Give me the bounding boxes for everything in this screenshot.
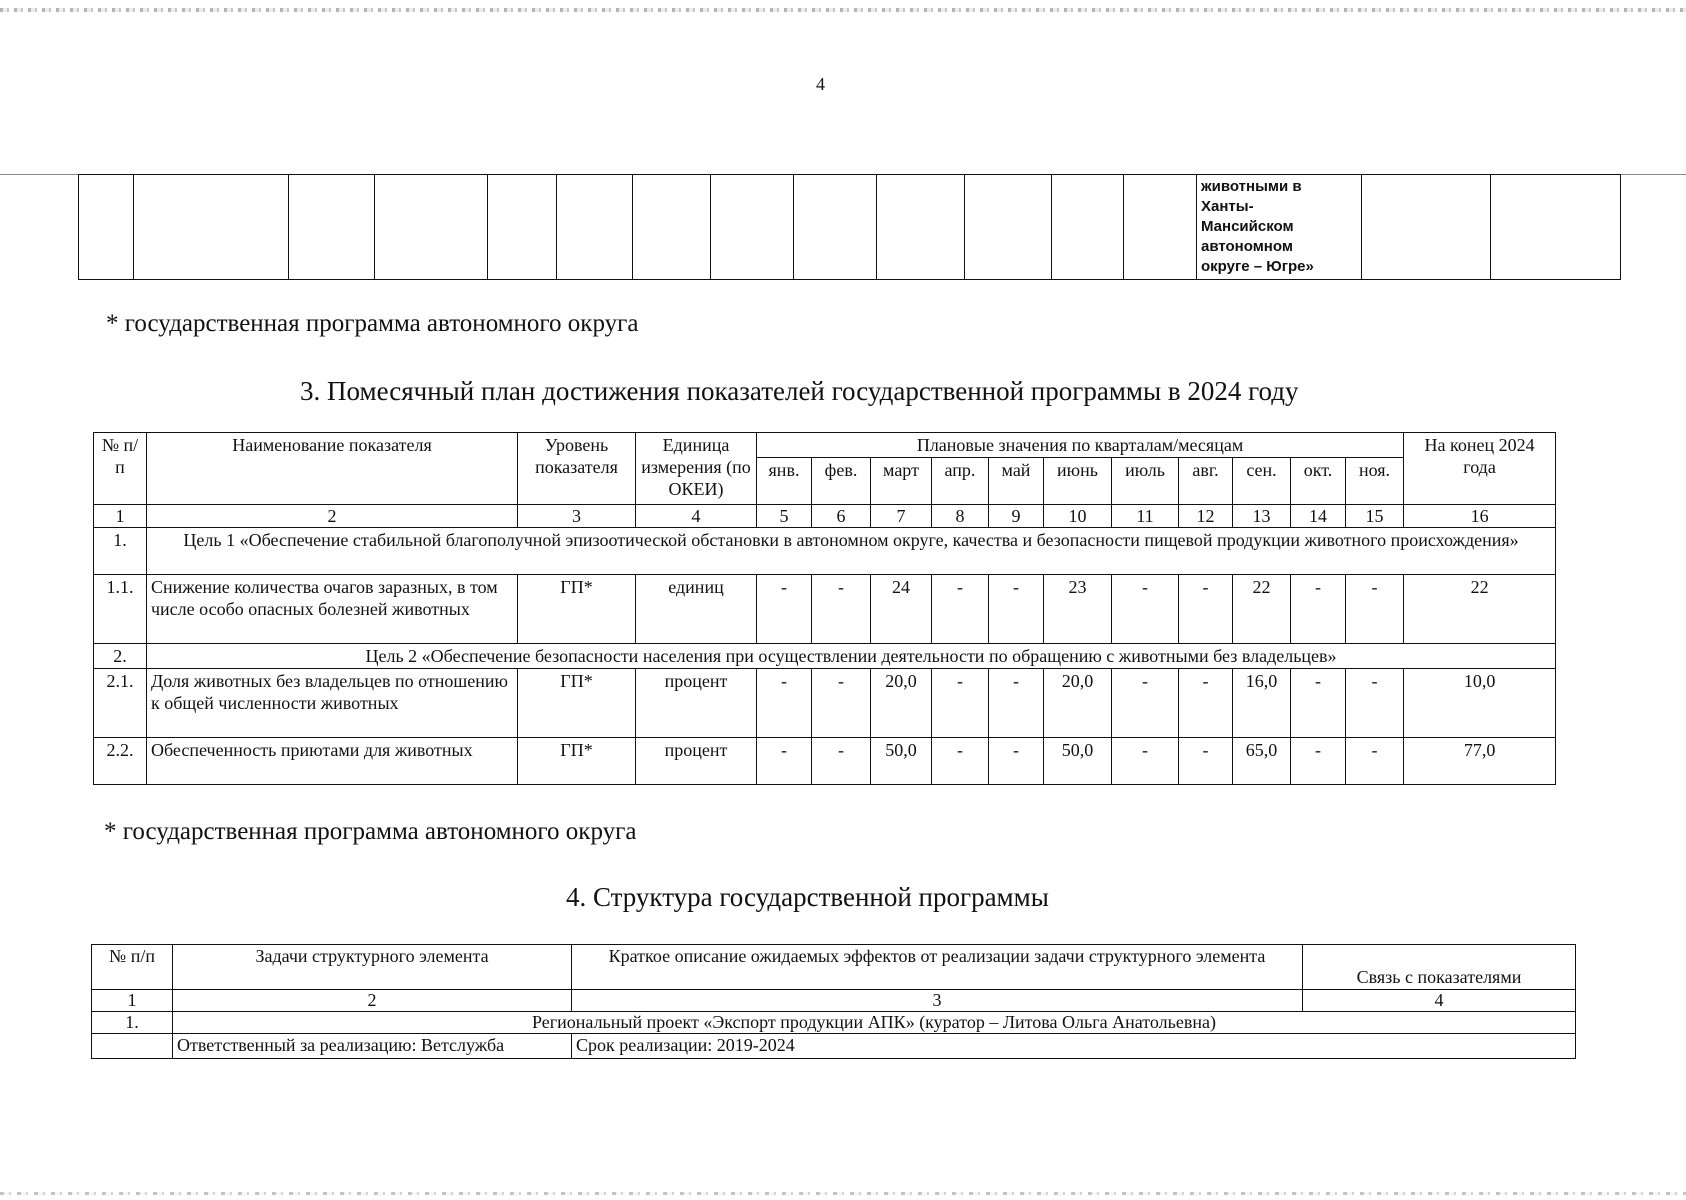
col-number: 4 [636, 505, 757, 528]
month-jul: июль [1112, 458, 1179, 505]
col-number: 16 [1404, 505, 1556, 528]
page-number: 4 [816, 74, 825, 94]
indicator-row-1-1 [94, 575, 1556, 644]
responsible-executor: Ответственный за реализацию: Ветслужба [173, 1034, 572, 1059]
header-name: Наименование показателя [147, 433, 518, 505]
month-value: - [812, 738, 871, 785]
col-number: 15 [1346, 505, 1404, 528]
month-value: - [1291, 575, 1346, 644]
month-value: - [1112, 738, 1179, 785]
month-value: - [989, 738, 1044, 785]
structure-header-link: Связь с показателями [1303, 945, 1576, 990]
footnote-1: * государственная программа автономного округа [106, 310, 639, 337]
header-end-of-year: На конец 2024 года [1404, 433, 1556, 505]
header-level: Уровень показателя [518, 433, 636, 505]
month-value: - [989, 575, 1044, 644]
continuation-table [78, 174, 1621, 280]
month-oct: окт. [1291, 458, 1346, 505]
continuation-line-5: округе – Югре» [1201, 258, 1314, 275]
col-number: 9 [989, 505, 1044, 528]
month-jan: янв. [757, 458, 812, 505]
indicator-name: Доля животных без владельцев по отношению к общей численности животных [147, 669, 518, 738]
continuation-line-1: животными в [1201, 178, 1302, 195]
month-value: - [757, 669, 812, 738]
implementation-term: Срок реализации: 2019-2024 [572, 1034, 1576, 1059]
month-value: - [1179, 669, 1233, 738]
goal-1-num: 1. [94, 528, 147, 575]
month-value: - [1346, 738, 1404, 785]
month-nov: ноя. [1346, 458, 1404, 505]
month-value: - [1112, 575, 1179, 644]
header-plan-values: Плановые значения по кварталам/месяцам [757, 433, 1404, 458]
program-structure-table [91, 944, 1576, 1059]
regional-project-row [92, 1012, 1576, 1034]
month-sep: сен. [1233, 458, 1291, 505]
month-jun: июнь [1044, 458, 1112, 505]
row-num: 1.1. [94, 575, 147, 644]
month-value: - [1291, 738, 1346, 785]
col-number: 3 [572, 990, 1303, 1012]
month-value: 20,0 [871, 669, 932, 738]
month-value: 22 [1233, 575, 1291, 644]
indicator-name: Обеспеченность приютами для животных [147, 738, 518, 785]
monthly-plan-table [93, 432, 1556, 785]
structure-header-tasks: Задачи структурного элемента [173, 945, 572, 990]
structure-column-number-row [92, 990, 1576, 1012]
col-number: 2 [147, 505, 518, 528]
project-num: 1. [92, 1012, 173, 1034]
scan-edge-bottom [0, 1192, 1686, 1195]
header-unit: Единица измерения (по ОКЕИ) [636, 433, 757, 505]
indicator-unit: процент [636, 738, 757, 785]
month-aug: авг. [1179, 458, 1233, 505]
month-value: 50,0 [1044, 738, 1112, 785]
col-number: 5 [757, 505, 812, 528]
project-title: Региональный проект «Экспорт продукции АПК» (куратор – Литова Ольга Анатольевна) [173, 1012, 1576, 1034]
continuation-line-2: Ханты- [1201, 198, 1254, 215]
month-value: - [1346, 575, 1404, 644]
col-number: 6 [812, 505, 871, 528]
continuation-row [79, 175, 1621, 280]
continuation-line-3: Мансийском [1201, 218, 1294, 235]
header-row-1 [94, 433, 1556, 458]
footnote-2: * государственная программа автономного округа [104, 818, 637, 845]
continuation-text-cell [1197, 175, 1362, 280]
month-may: май [989, 458, 1044, 505]
goal-2-num: 2. [94, 644, 147, 669]
scan-edge-top [0, 8, 1686, 12]
indicator-unit: единиц [636, 575, 757, 644]
indicator-row-2-2 [94, 738, 1556, 785]
col-number: 10 [1044, 505, 1112, 528]
col-number: 1 [94, 505, 147, 528]
col-number: 3 [518, 505, 636, 528]
month-value: - [812, 575, 871, 644]
month-value: - [932, 738, 989, 785]
col-number: 4 [1303, 990, 1576, 1012]
month-value: 24 [871, 575, 932, 644]
indicator-level: ГП* [518, 669, 636, 738]
month-feb: фев. [812, 458, 871, 505]
indicator-unit: процент [636, 669, 757, 738]
goal-2-text: Цель 2 «Обеспечение безопасности населения при осуществлении деятельности по обращению с животными без владельцев» [147, 644, 1556, 669]
goal-1-row [94, 528, 1556, 575]
col-number: 12 [1179, 505, 1233, 528]
indicator-level: ГП* [518, 738, 636, 785]
indicator-level: ГП* [518, 575, 636, 644]
month-value: 16,0 [1233, 669, 1291, 738]
month-value: - [932, 575, 989, 644]
end-of-year-value: 10,0 [1404, 669, 1556, 738]
col-number: 14 [1291, 505, 1346, 528]
month-value: - [1179, 575, 1233, 644]
header-num: № п/п [94, 433, 147, 505]
month-value: - [932, 669, 989, 738]
structure-header-row [92, 945, 1576, 990]
column-number-row [94, 505, 1556, 528]
month-apr: апр. [932, 458, 989, 505]
month-value: - [1291, 669, 1346, 738]
col-number: 11 [1112, 505, 1179, 528]
goal-1-text: Цель 1 «Обеспечение стабильной благополучной эпизоотической обстановки в автономном округе, качества и безопасности пищевой продукции животного происхождения» [147, 528, 1556, 575]
month-value: 23 [1044, 575, 1112, 644]
indicator-name: Снижение количества очагов заразных, в том числе особо опасных болезней животных [147, 575, 518, 644]
continuation-line-4: автономном [1201, 238, 1293, 255]
month-value: 50,0 [871, 738, 932, 785]
month-value: 20,0 [1044, 669, 1112, 738]
col-number: 8 [932, 505, 989, 528]
goal-2-row [94, 644, 1556, 669]
indicator-row-2-1 [94, 669, 1556, 738]
end-of-year-value: 77,0 [1404, 738, 1556, 785]
month-value: - [1179, 738, 1233, 785]
month-value: 65,0 [1233, 738, 1291, 785]
row-num: 2.1. [94, 669, 147, 738]
project-details-row [92, 1034, 1576, 1059]
row-num: 2.2. [94, 738, 147, 785]
section-4-title: 4. Структура государственной программы [566, 882, 1049, 912]
month-value: - [1112, 669, 1179, 738]
section-3-title: 3. Помесячный план достижения показателей государственной программы в 2024 году [300, 376, 1299, 406]
month-value: - [757, 575, 812, 644]
col-number: 2 [173, 990, 572, 1012]
structure-header-effects: Краткое описание ожидаемых эффектов от реализации задачи структурного элемента [572, 945, 1303, 990]
col-number: 7 [871, 505, 932, 528]
structure-header-num: № п/п [92, 945, 173, 990]
end-of-year-value: 22 [1404, 575, 1556, 644]
month-mar: март [871, 458, 932, 505]
col-number: 13 [1233, 505, 1291, 528]
col-number: 1 [92, 990, 173, 1012]
month-value: - [812, 669, 871, 738]
month-value: - [1346, 669, 1404, 738]
month-value: - [989, 669, 1044, 738]
month-value: - [757, 738, 812, 785]
